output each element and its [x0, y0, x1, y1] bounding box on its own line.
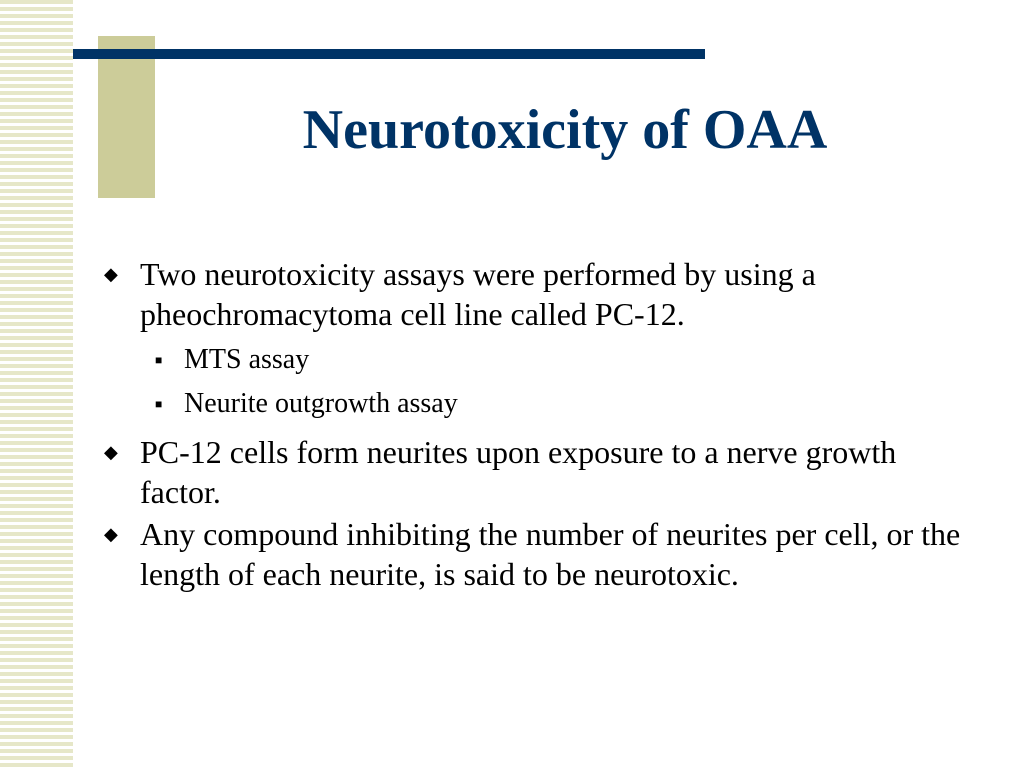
sub-bullet-text: MTS assay	[184, 344, 310, 375]
diamond-bullet-icon: ◆	[104, 442, 118, 462]
slide-content	[104, 254, 974, 594]
sub-bullet-item	[104, 338, 974, 382]
bullet-text: PC-12 cells form neurites upon exposure to a nerve growth factor.	[140, 434, 897, 510]
sub-bullet-text: Neurite outgrowth assay	[184, 388, 458, 419]
sub-bullet-item	[104, 382, 974, 426]
bullet-item	[104, 432, 974, 512]
square-bullet-icon: ■	[155, 353, 163, 367]
square-bullet-icon: ■	[155, 397, 163, 411]
diamond-bullet-icon: ◆	[104, 524, 118, 544]
bullet-item	[104, 514, 974, 594]
accent-block	[98, 36, 155, 198]
slide-title: Neurotoxicity of OAA	[302, 99, 828, 161]
bullet-item	[104, 254, 974, 334]
title-rule	[73, 49, 705, 59]
sub-bullet-list	[104, 338, 974, 426]
decorative-stripes	[0, 0, 73, 768]
bullet-text: Two neurotoxicity assays were performed by using a pheochromacytoma cell line called PC-12.	[140, 256, 816, 332]
bullet-text: Any compound inhibiting the number of neurites per cell, or the length of each neurite, is said to be neurotoxic.	[140, 516, 961, 592]
diamond-bullet-icon: ◆	[104, 264, 118, 284]
